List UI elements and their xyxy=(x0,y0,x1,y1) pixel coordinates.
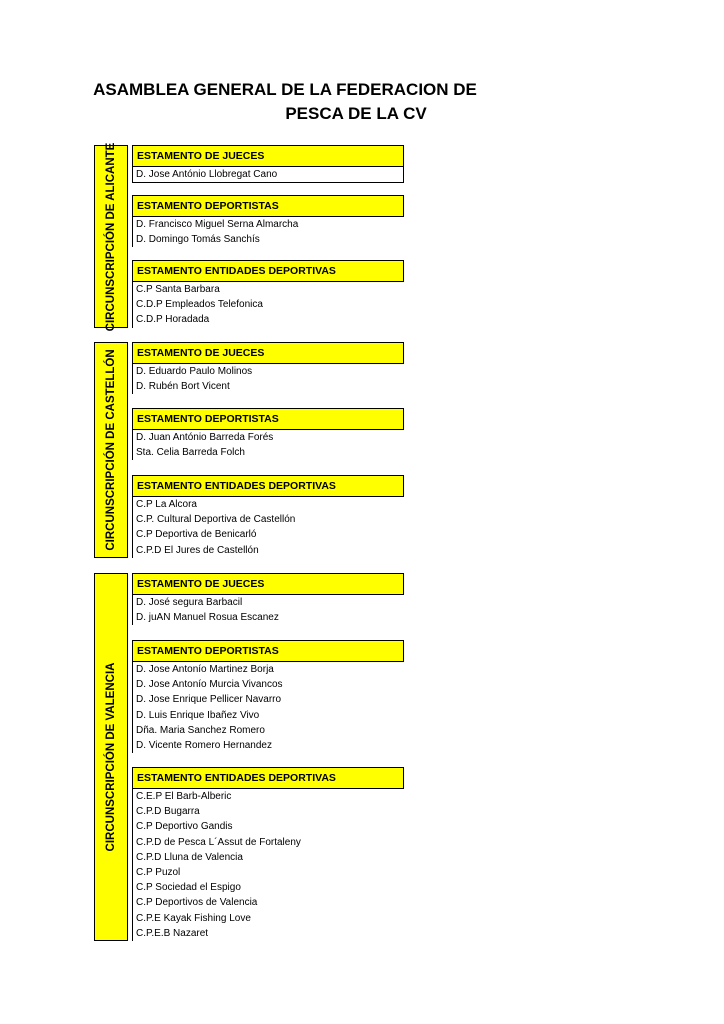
member-row: C.P.D El Jures de Castellón xyxy=(136,544,259,556)
member-list xyxy=(132,662,404,753)
member-row: D. Francisco Miguel Serna Almarcha xyxy=(136,219,299,230)
member-row: D. Jose António Llobregat Cano xyxy=(136,169,278,180)
member-list xyxy=(132,217,404,247)
member-row: D. Luis Enrique Ibañez Vivo xyxy=(136,709,260,721)
estamento-section xyxy=(132,145,404,183)
member-row: D. Vicente Romero Hernandez xyxy=(136,739,272,751)
estamento-header: ESTAMENTO ENTIDADES DEPORTIVAS xyxy=(132,767,404,789)
estamento-header: ESTAMENTO ENTIDADES DEPORTIVAS xyxy=(132,260,404,282)
member-row: D. Eduardo Paulo Molinos xyxy=(136,366,253,377)
estamento-section xyxy=(132,342,404,394)
estamento-header: ESTAMENTO DE JUECES xyxy=(132,145,404,167)
member-row: C.P Sociedad el Espigo xyxy=(136,882,241,894)
circunscripcion-label: CIRCUNSCRIPCIÓN DE CASTELLÓN xyxy=(105,349,117,551)
estamento-section xyxy=(132,195,404,247)
circunscripcion-castellon-label xyxy=(94,342,128,558)
member-row: C.P.D Lluna de Valencia xyxy=(136,851,243,863)
estamento-header: ESTAMENTO DE JUECES xyxy=(132,342,404,364)
estamento-header: ESTAMENTO ENTIDADES DEPORTIVAS xyxy=(132,475,404,497)
circunscripcion-valencia-label xyxy=(94,573,128,941)
estamento-section xyxy=(132,475,404,558)
member-row: C.P Santa Barbara xyxy=(136,284,220,295)
member-row: D. Rubén Bort Vicent xyxy=(136,381,230,393)
member-row: C.P La Alcora xyxy=(136,499,197,510)
estamento-header: ESTAMENTO DEPORTISTAS xyxy=(132,195,404,217)
member-list xyxy=(132,364,404,394)
member-list xyxy=(132,595,404,625)
estamento-header: ESTAMENTO DEPORTISTAS xyxy=(132,640,404,662)
member-row: Sta. Celia Barreda Folch xyxy=(136,447,245,459)
member-row: D. juAN Manuel Rosua Escanez xyxy=(136,612,279,624)
member-row: C.E.P El Barb-Alberic xyxy=(136,791,232,802)
member-list xyxy=(132,789,404,941)
member-row: D. Juan António Barreda Forés xyxy=(136,432,274,443)
member-row: C.P.E Kayak Fishing Love xyxy=(136,912,251,924)
member-list xyxy=(132,430,404,460)
estamento-section xyxy=(132,260,404,328)
estamento-section xyxy=(132,573,404,625)
member-row: C.P Deportivos de Valencia xyxy=(136,897,258,909)
member-row: C.D.P Empleados Telefonica xyxy=(136,299,263,311)
member-list xyxy=(132,497,404,558)
title-line-1: ASAMBLEA GENERAL DE LA FEDERACION DE xyxy=(93,80,477,99)
member-row: C.P Deportiva de Benicarló xyxy=(136,529,257,541)
member-row: Dña. Maria Sanchez Romero xyxy=(136,724,265,736)
circunscripcion-label: CIRCUNSCRIPCIÓN DE ALICANTE xyxy=(105,142,117,331)
member-row: C.P Deportivo Gandis xyxy=(136,821,233,833)
estamento-section xyxy=(132,408,404,460)
member-row: D. Jose Enrique Pellicer Navarro xyxy=(136,694,282,706)
member-list xyxy=(132,167,404,183)
member-row: D. Jose Antonío Martinez Borja xyxy=(136,664,274,675)
document-title xyxy=(0,78,724,126)
member-row: C.P Puzol xyxy=(136,866,181,878)
estamento-header: ESTAMENTO DEPORTISTAS xyxy=(132,408,404,430)
member-row: C.P. Cultural Deportiva de Castellón xyxy=(136,514,296,526)
member-row: C.P.E.B Nazaret xyxy=(136,927,209,939)
member-row: C.P.D de Pesca L´Assut de Fortaleny xyxy=(136,836,301,848)
member-list xyxy=(132,282,404,328)
member-row: D. Jose Antonío Murcia Vivancos xyxy=(136,679,283,691)
title-line-2: PESCA DE LA CV xyxy=(285,104,427,123)
estamento-header: ESTAMENTO DE JUECES xyxy=(132,573,404,595)
member-row: C.D.P Horadada xyxy=(136,314,210,326)
circunscripcion-label: CIRCUNSCRIPCIÓN DE VALENCIA xyxy=(105,662,117,852)
estamento-section xyxy=(132,767,404,941)
member-row: D. José segura Barbacil xyxy=(136,597,243,608)
member-row: C.P.D Bugarra xyxy=(136,806,200,818)
circunscripcion-alicante-label xyxy=(94,142,128,331)
member-row: D. Domingo Tomás Sanchís xyxy=(136,234,260,246)
estamento-section xyxy=(132,640,404,753)
